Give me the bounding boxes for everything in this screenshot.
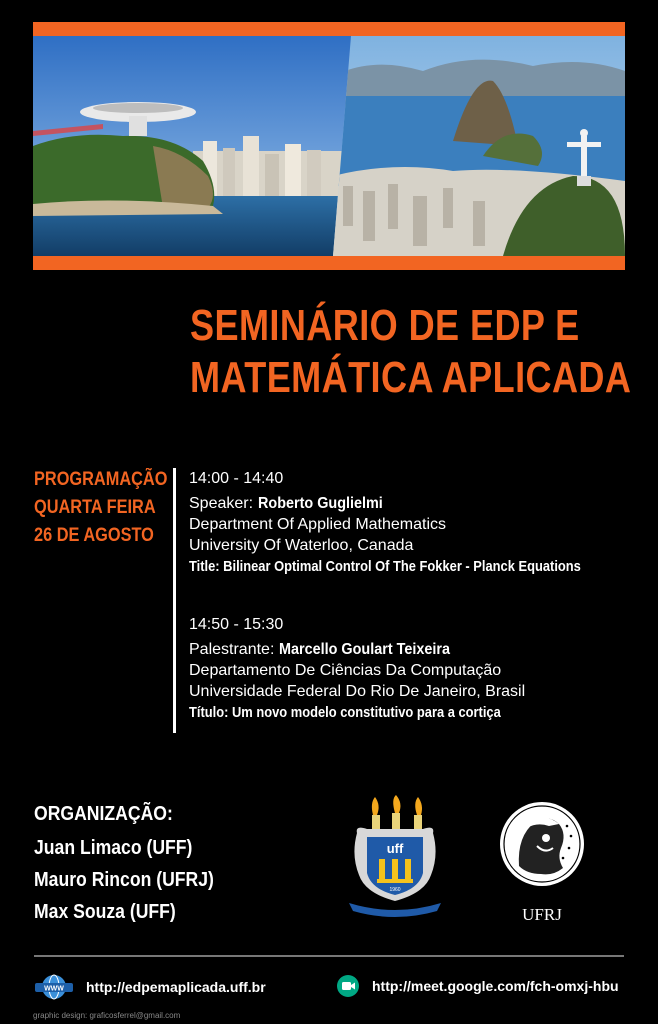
- organizer-item: Mauro Rincon (UFRJ): [34, 869, 214, 891]
- speaker-name: Roberto Guglielmi: [257, 495, 383, 512]
- talk-title: Título: Um novo modelo constitutivo para a cortiça: [189, 704, 501, 721]
- google-meet-icon: [336, 974, 360, 998]
- schedule-label: [34, 466, 167, 550]
- speaker-label: Palestrante:: [189, 641, 275, 658]
- banner-photos: [33, 36, 625, 256]
- speaker-department: Department Of Applied Mathematics: [189, 516, 447, 533]
- meet-link-row[interactable]: [336, 974, 619, 998]
- schedule-line-2: QUARTA FEIRA: [34, 497, 156, 518]
- title-line-1: SEMINÁRIO DE EDP E: [190, 301, 580, 350]
- organizer-item: Juan Limaco (UFF): [34, 837, 193, 859]
- schedule-line-3: 26 DE AGOSTO: [34, 525, 154, 546]
- footer-divider: [34, 955, 624, 957]
- speaker-university: Universidade Federal Do Rio De Janeiro, Brasil: [189, 683, 526, 700]
- organizer-item: Max Souza (UFF): [34, 901, 176, 923]
- speaker-name: Marcello Goulart Teixeira: [278, 641, 450, 658]
- organization: [34, 798, 214, 928]
- website-link[interactable]: http://edpemaplicada.uff.br: [86, 979, 266, 995]
- uff-logo-year: 1960: [389, 887, 401, 893]
- talk-title: Title: Bilinear Optimal Control Of The Fokker - Planck Equations: [189, 558, 581, 575]
- speaker-university: University Of Waterloo, Canada: [189, 537, 414, 554]
- ufrj-logo: [497, 796, 587, 926]
- speaker-label: Speaker:: [189, 495, 254, 512]
- design-credit: graphic design: graficosferrel@gmail.com: [33, 1011, 181, 1020]
- uff-logo: [345, 795, 445, 920]
- www-icon-text: WWW: [44, 985, 64, 993]
- speaker-department: Departamento De Ciências Da Computação: [189, 662, 502, 679]
- talk-time: 14:00 - 14:40: [189, 470, 284, 487]
- speaker-line: [189, 493, 645, 514]
- schedule-divider: [173, 468, 176, 733]
- seminar-title: [190, 300, 632, 404]
- rio-photo: [333, 36, 625, 256]
- title-line-2: MATEMÁTICA APLICADA: [190, 353, 632, 402]
- organization-heading: ORGANIZAÇÃO:: [34, 803, 173, 825]
- header-banner: [33, 22, 625, 270]
- talk-1: [189, 468, 645, 577]
- uff-logo-text: uff: [386, 841, 404, 856]
- speaker-line: [189, 639, 552, 660]
- ufrj-logo-text: UFRJ: [522, 905, 562, 924]
- website-link-row[interactable]: [34, 974, 266, 1000]
- talk-2: [189, 614, 552, 723]
- globe-icon: [34, 974, 74, 1000]
- niteroi-photo: [33, 36, 353, 256]
- talk-time: 14:50 - 15:30: [189, 616, 284, 633]
- schedule-line-1: PROGRAMAÇÃO: [34, 469, 168, 490]
- meet-link[interactable]: http://meet.google.com/fch-omxj-hbu: [372, 978, 619, 994]
